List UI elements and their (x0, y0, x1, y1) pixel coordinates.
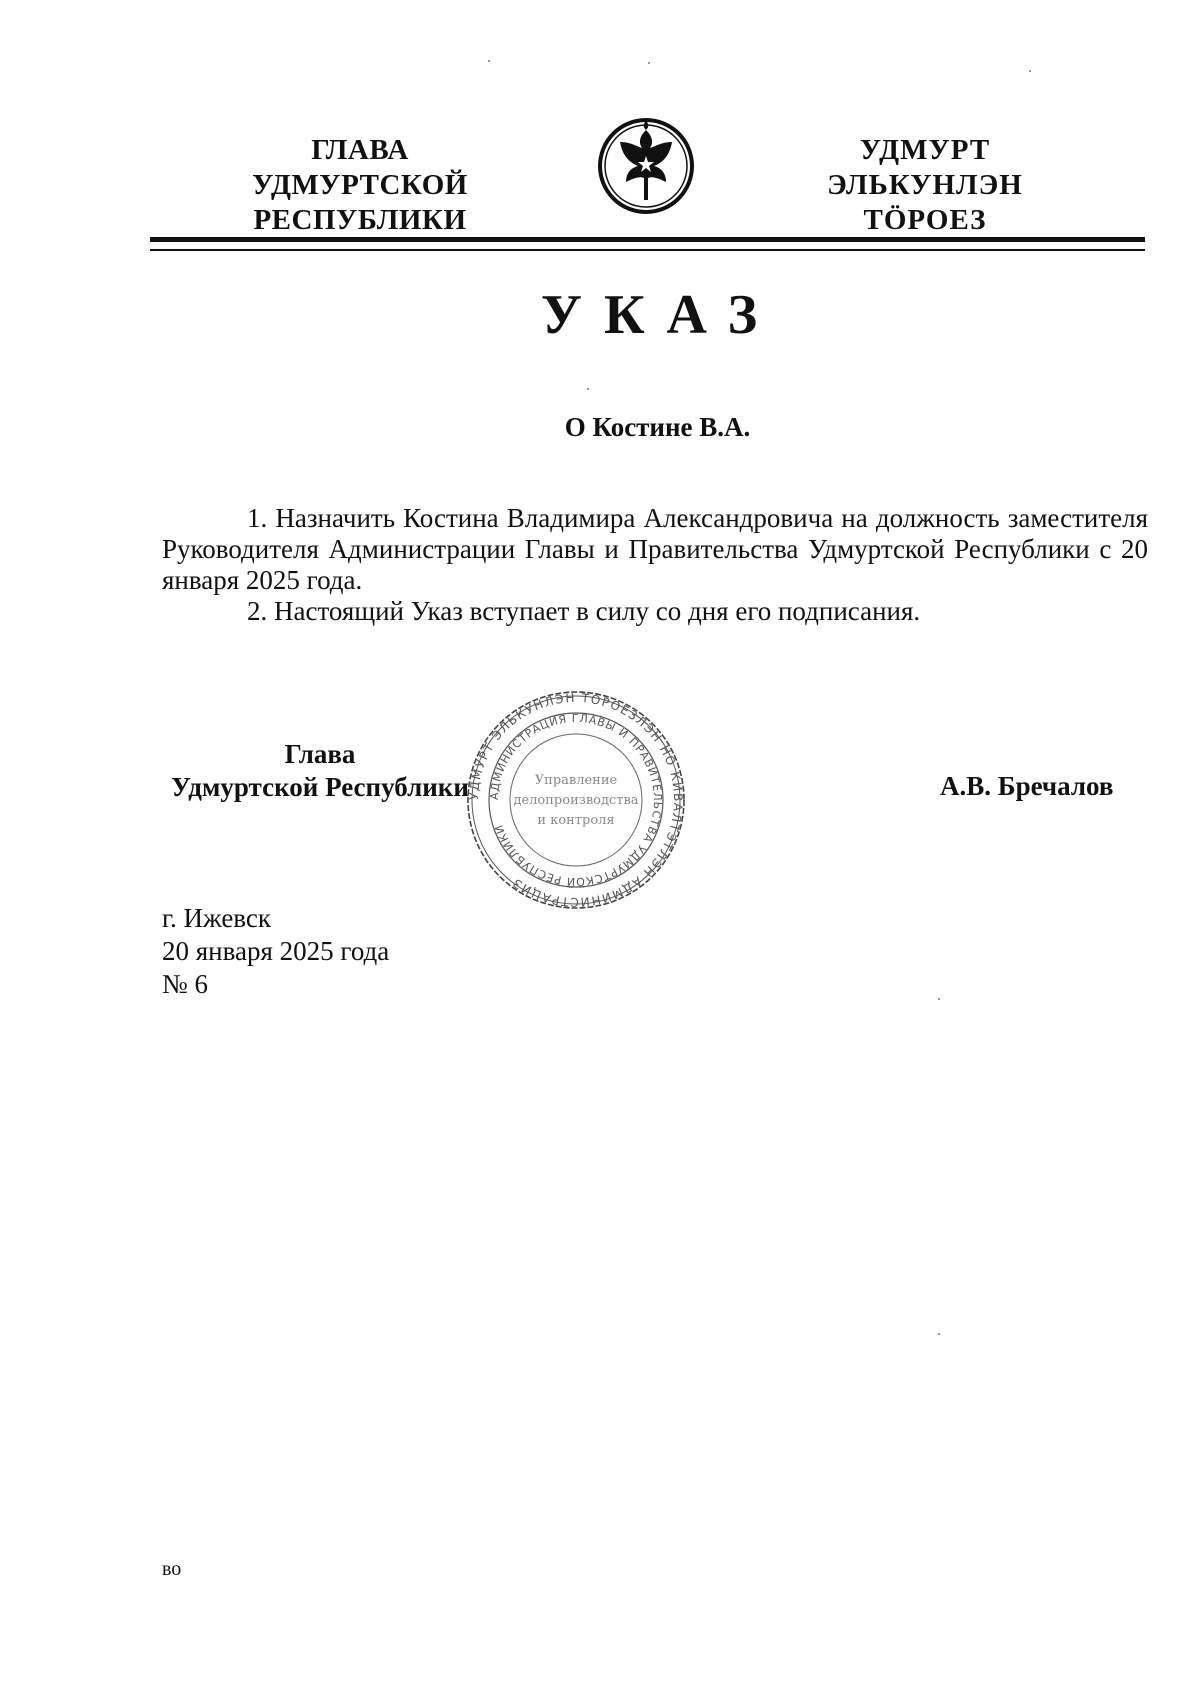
header-right-line1: УДМУРТ ЭЛЬКУНЛЭН (827, 134, 1023, 201)
signatory-name: А.В. Бречалов (940, 771, 1114, 801)
place-date-number (162, 902, 389, 1001)
issue-date: 20 января 2025 года (162, 936, 390, 966)
document-subject: О Костине В.А. (564, 412, 751, 442)
header-divider-thin (150, 249, 1145, 251)
signatory-title-line1: Глава (284, 739, 356, 769)
executor-initials: во (162, 1558, 182, 1580)
header-right-block (760, 133, 1090, 238)
scan-speck (648, 62, 650, 64)
scan-speck (1029, 70, 1031, 72)
issue-city: г. Ижевск (162, 903, 272, 933)
header-left-block (150, 133, 570, 238)
header-divider-thick (150, 237, 1145, 242)
seal-center-line2: делопроизводства (513, 793, 639, 808)
seal-outer-text: УДМУРТ ЭЛЬКУНЛЭН ТӦРОЕЗЛЭН НО КИВАЛТЭТЛЭН АДМИНИСТРАЦИЗ (466, 690, 686, 910)
header-left-line1: ГЛАВА (311, 134, 409, 166)
header-left-line2: УДМУРТСКОЙ РЕСПУБЛИКИ (252, 169, 468, 236)
signatory-title (150, 738, 490, 804)
decree-paragraph-2: 2. Настоящий Указ вступает в силу со дня его подписания. (247, 596, 921, 626)
scan-speck (938, 998, 940, 1000)
document-type-title: УКАЗ (540, 284, 780, 346)
udmurt-coat-of-arms-icon (590, 112, 702, 217)
scan-speck (587, 388, 589, 390)
header-right-line2: ТÖРОЕЗ (863, 204, 987, 236)
signatory-title-line2: Удмуртской Республики (171, 772, 469, 802)
seal-center-line3: и контроля (537, 813, 615, 828)
scan-speck (488, 60, 490, 62)
decree-number: № 6 (162, 969, 209, 999)
decree-body (162, 503, 1148, 627)
official-seal-stamp (460, 688, 692, 912)
scan-speck (938, 1333, 940, 1335)
decree-paragraph-1: 1. Назначить Костина Владимира Александровича на должность заместителя Руководителя Администрации Главы и Правительства Удмуртской Республики с 20 января 2025 года. (162, 503, 1148, 595)
seal-center-line1: Управление (534, 773, 618, 788)
seal-inner-text: АДМИНИСТРАЦИЯ ГЛАВЫ И ПРАВИТЕЛЬСТВА УДМУРТСКОЙ РЕСПУБЛИКИ (487, 711, 665, 889)
